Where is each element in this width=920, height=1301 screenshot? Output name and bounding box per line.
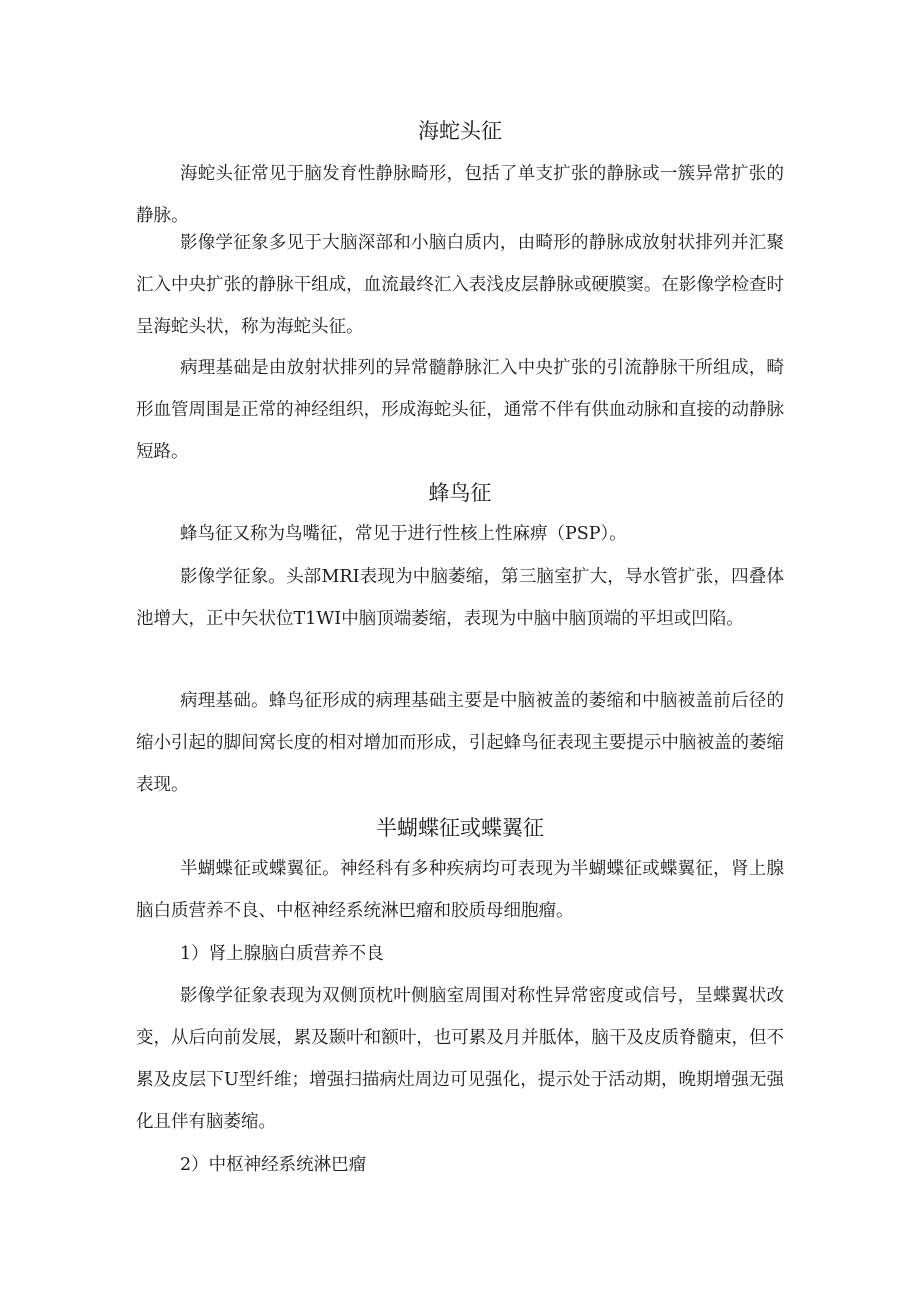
paragraph: 病理基础。蜂鸟征形成的病理基础主要是中脑被盖的萎缩和中脑被盖前后径的缩小引起的脚间窝长度的相对增加而形成，引起蜂鸟征表现主要提示中脑被盖的萎缩表现。: [136, 691, 784, 795]
section-title-half-butterfly-sign: 半蝴蝶征或蝶翼征: [376, 816, 544, 840]
section-title-sea-snake-head-sign: 海蛇头征: [418, 119, 502, 143]
paragraph: 影像学征象。头部MRI表现为中脑萎缩，第三脑室扩大，导水管扩张，四叠体池增大，正中矢状位T1WI中脑顶端萎缩，表现为中脑中脑顶端的平坦或凹陷。: [136, 567, 784, 629]
paragraph: 半蝴蝶征或蝶翼征。神经科有多种疾病均可表现为半蝴蝶征或蝶翼征，肾上腺脑白质营养不良、中枢神经系统淋巴瘤和胶质母细胞瘤。: [136, 859, 784, 921]
section-title-hummingbird-sign: 蜂鸟征: [428, 481, 492, 505]
paragraph: 影像学征象多见于大脑深部和小脑白质内，由畸形的静脉成放射状排列并汇聚汇入中央扩张的静脉干组成，血流最终汇入表浅皮层静脉或硬膜窦。在影像学检查时呈海蛇头状，称为海蛇头征。: [136, 233, 784, 337]
paragraph: 病理基础是由放射状排列的异常髓静脉汇入中央扩张的引流静脉干所组成，畸形血管周围是正常的神经组织，形成海蛇头征，通常不伴有供血动脉和直接的动静脉短路。: [136, 358, 784, 462]
paragraph: 海蛇头征常见于脑发育性静脉畸形，包括了单支扩张的静脉或一簇异常扩张的静脉。: [136, 164, 784, 226]
paragraph: 影像学征象表现为双侧顶枕叶侧脑室周围对称性异常密度或信号，呈蝶翼状改变，从后向前发展，累及颞叶和额叶，也可累及月并胝体，脑干及皮质脊髓束，但不累及皮层下U型纤维；增强扫描病灶周边可见强化，提示处于活动期，晚期增强无强化且伴有脑萎缩。: [136, 986, 784, 1132]
paragraph: 蜂鸟征又称为鸟嘴征，常见于进行性核上性麻痹（PSP）。: [180, 524, 627, 544]
list-item-heading: 1）肾上腺脑白质营养不良: [180, 944, 384, 964]
list-item-heading: 2）中枢神经系统淋巴瘤: [180, 1155, 367, 1175]
